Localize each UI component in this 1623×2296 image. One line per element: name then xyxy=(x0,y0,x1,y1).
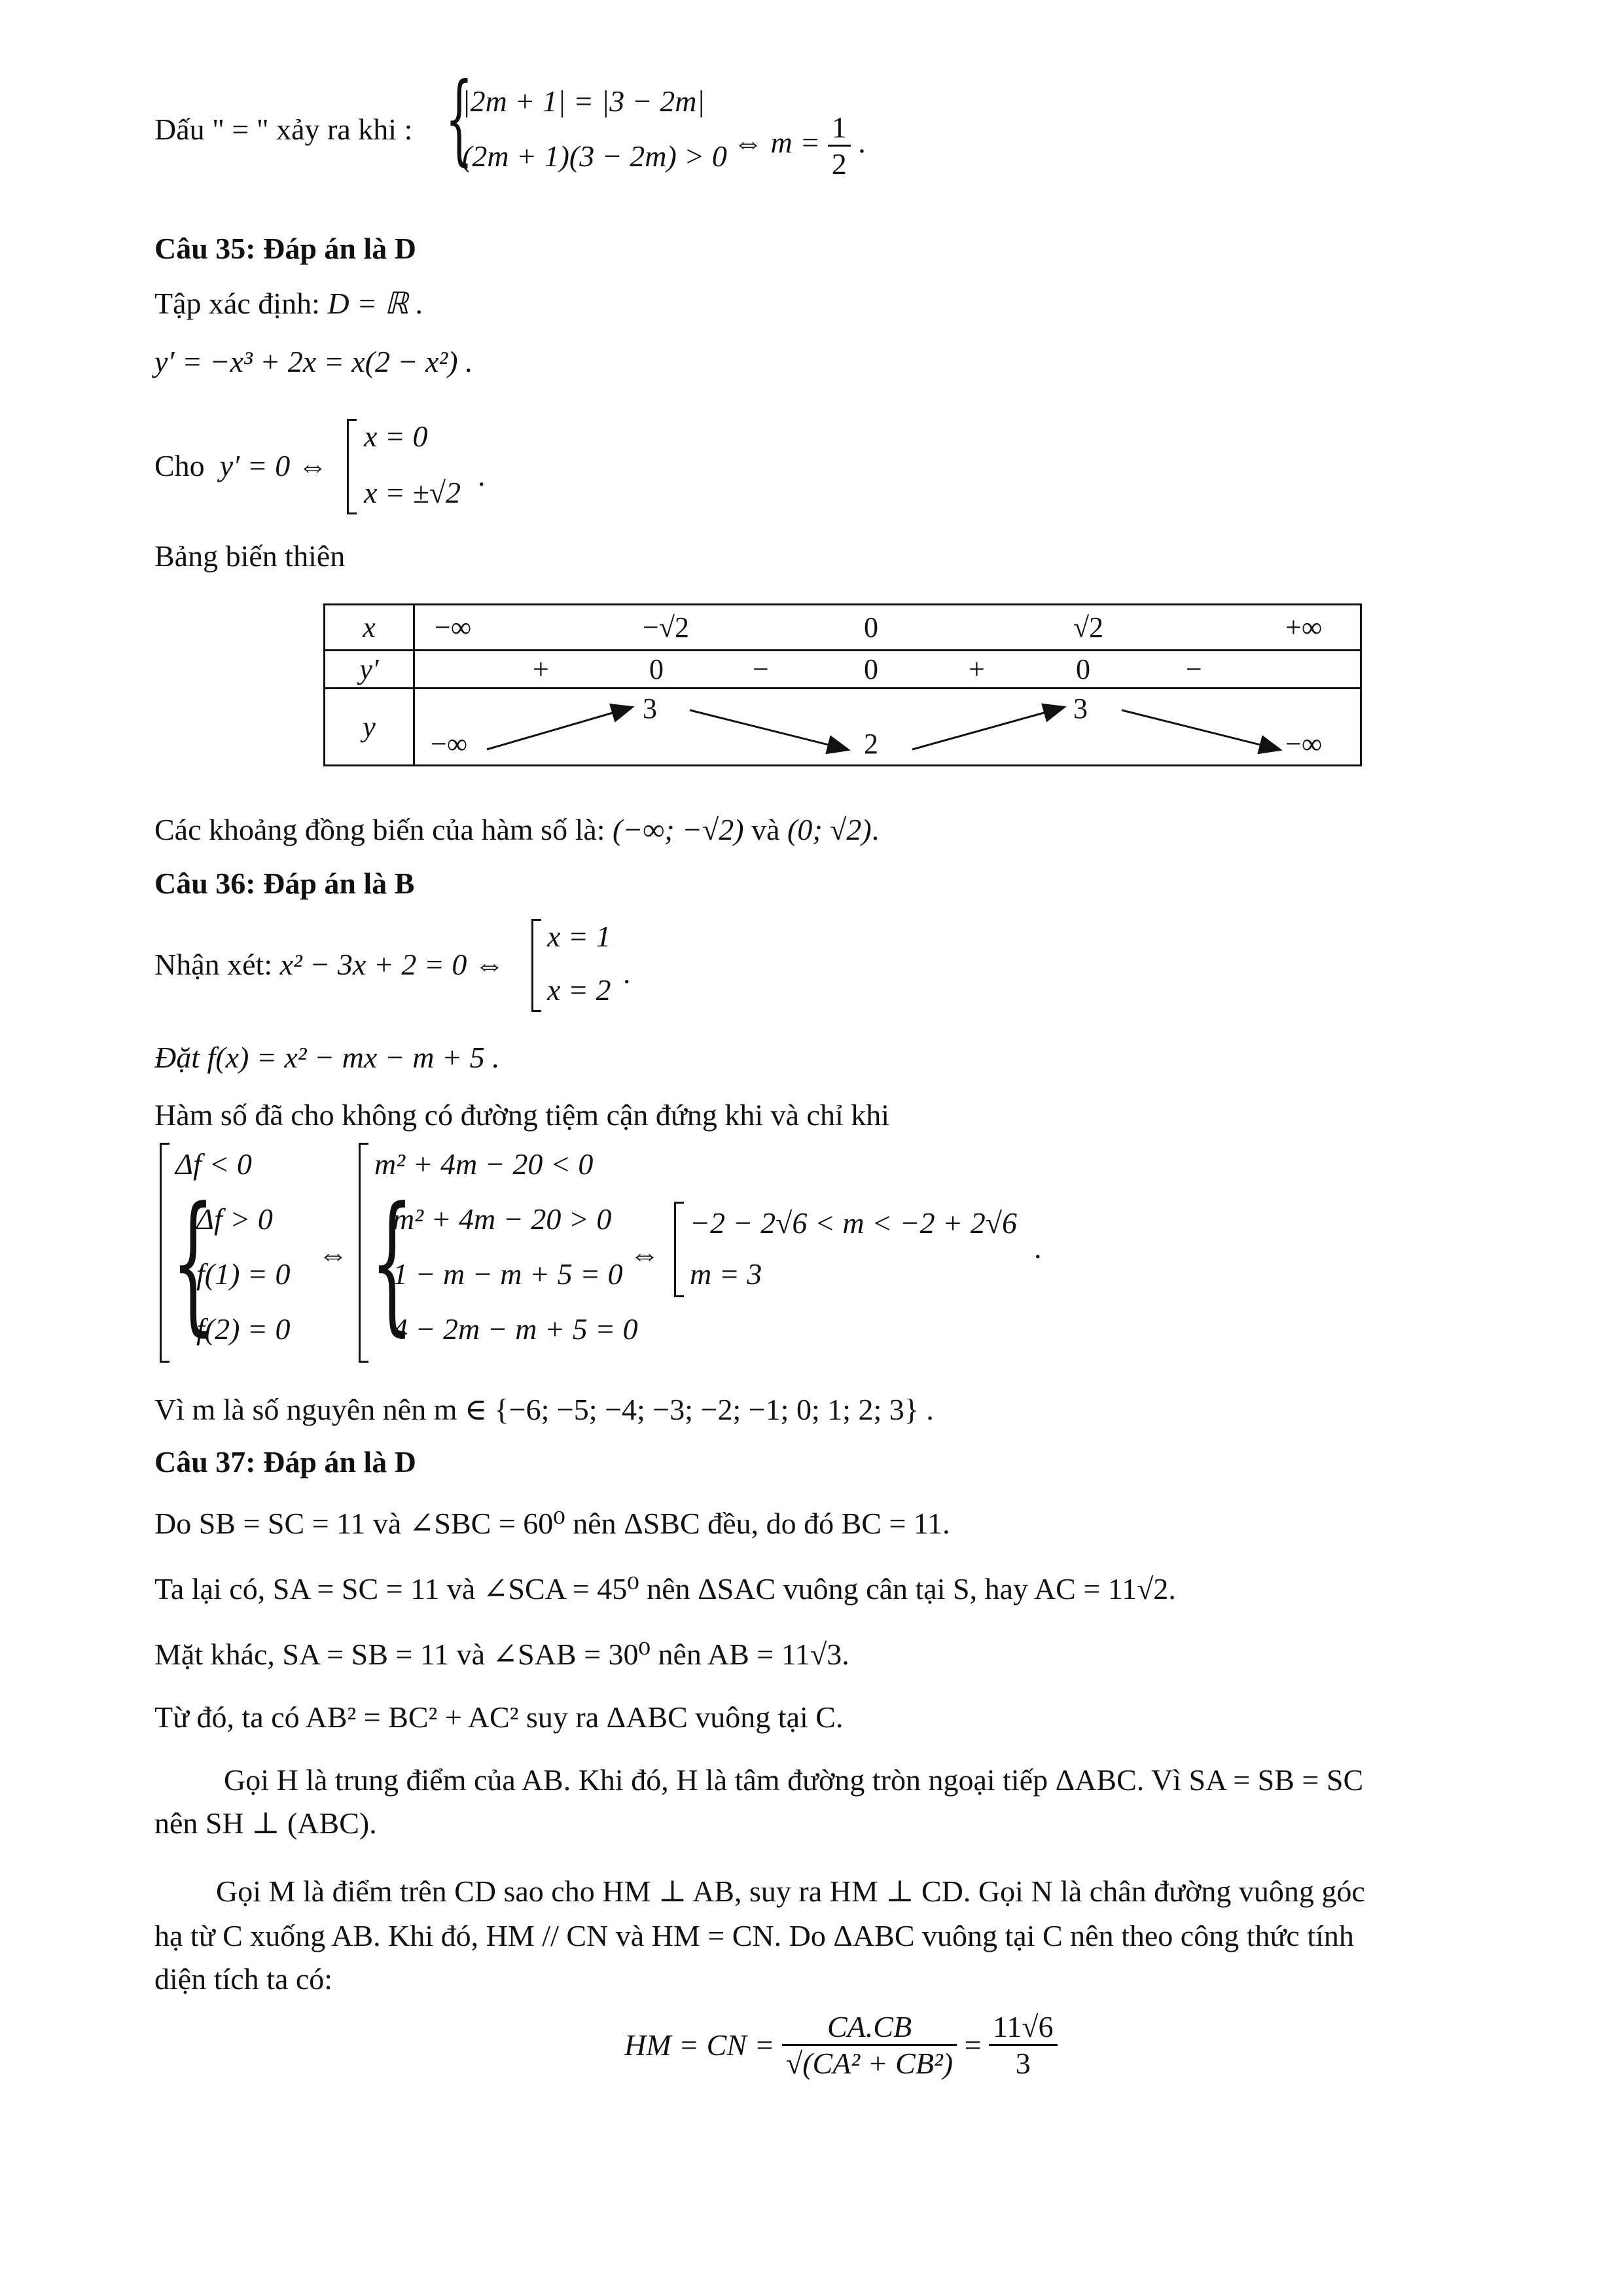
increase-arrow xyxy=(912,708,1063,749)
decrease-arrow xyxy=(690,710,847,749)
q37-p6c: diện tích ta có: xyxy=(154,1962,333,1996)
q37-p2: Ta lại có, SA = SC = 11 và ∠SCA = 45⁰ nên ΔSAC vuông cân tại S, hay AC = 11√2. xyxy=(154,1572,1176,1605)
x-val: +∞ xyxy=(1285,611,1323,643)
q36-root2: x = 2 xyxy=(547,973,611,1007)
q35-heading: Câu 35: Đáp án là D xyxy=(154,232,417,265)
increase-arrow xyxy=(487,708,631,749)
y-val: −∞ xyxy=(431,728,468,760)
q35-root2: x = ±√2 xyxy=(364,476,461,509)
condition-eq2: (2m + 1)(3 − 2m) > 0 xyxy=(462,139,727,173)
table-header-yprime: y′ xyxy=(325,651,414,689)
x-val: √2 xyxy=(1073,611,1104,643)
q37-p6a: Gọi M là điểm trên CD sao cho HM ⊥ AB, suy ra HM ⊥ CD. Gọi N là chân đường vuông góc xyxy=(216,1874,1365,1908)
q37-p5a: Gọi H là trung điểm của AB. Khi đó, H là tâm đường tròn ngoại tiếp ΔABC. Vì SA = SB = SC xyxy=(224,1763,1364,1797)
y-val: 2 xyxy=(864,728,878,760)
y-val: −∞ xyxy=(1285,728,1323,760)
system-brace: { xyxy=(445,62,473,176)
condition-result: ⇔ m = $\frac{1}{2}$ . xyxy=(733,111,866,181)
q35-table-label: Bảng biến thiên xyxy=(154,539,346,573)
q36-heading: Câu 36: Đáp án là B xyxy=(154,867,415,900)
q35-bracket xyxy=(347,419,357,514)
q35-derivative: y′ = −x³ + 2x = x(2 − x²) . xyxy=(154,345,473,378)
q36-bracket xyxy=(531,919,541,1012)
q37-p6b: hạ từ C xuống AB. Khi đó, HM // CN và HM = CN. Do ΔABC vuông tại C nên theo công thức tính xyxy=(154,1919,1354,1952)
sign: + xyxy=(969,653,985,685)
variation-table xyxy=(323,603,1362,766)
x-val: −∞ xyxy=(435,611,472,643)
condition-eq1: |2m + 1| = |3 − 2m| xyxy=(462,84,705,118)
equality-condition: Dấu " = " xảy ra khi : xyxy=(154,113,413,146)
q36-root1: x = 1 xyxy=(547,920,611,953)
q37-p1: Do SB = SC = 11 và ∠SBC = 60⁰ nên ΔSBC đều, do đó BC = 11. xyxy=(154,1507,950,1540)
q37-p3: Mặt khác, SA = SB = 11 và ∠SAB = 30⁰ nên AB = 11√3. xyxy=(154,1638,849,1671)
sign: 0 xyxy=(649,653,664,685)
table-arrows xyxy=(415,689,1360,766)
q35-critical: Cho y′ = 0 ⇔ xyxy=(154,449,328,482)
sign: + xyxy=(533,653,549,685)
sign: 0 xyxy=(1076,653,1090,685)
table-header-x: x xyxy=(325,605,414,651)
q36-define-f: Đặt f(x) = x² − mx − m + 5 . xyxy=(154,1041,500,1074)
q37-heading: Câu 37: Đáp án là D xyxy=(154,1445,417,1479)
y-val: 3 xyxy=(1073,692,1088,725)
decrease-arrow xyxy=(1122,710,1279,749)
sign: − xyxy=(1186,653,1202,685)
q36-answer-set: Vì m là số nguyên nên m ∈ {−6; −5; −4; −3; −2; −1; 0; 1; 2; 3} . xyxy=(154,1393,934,1426)
q35-domain: Tập xác định: D = ℝ . xyxy=(154,287,424,320)
table-header-y: y xyxy=(325,689,414,766)
q35-conclusion: Các khoảng đồng biến của hàm số là: (−∞; −√2) và (0; √2). xyxy=(154,813,880,846)
y-val: 3 xyxy=(643,692,657,725)
sign: 0 xyxy=(864,653,878,685)
x-val: 0 xyxy=(864,611,878,643)
q37-p4: Từ đó, ta có AB² = BC² + AC² suy ra ΔABC vuông tại C. xyxy=(154,1700,844,1734)
q35-root1: x = 0 xyxy=(364,420,428,453)
sign: − xyxy=(753,653,769,685)
q37-p5b: nên SH ⊥ (ABC). xyxy=(154,1806,377,1840)
x-val: −√2 xyxy=(643,611,689,643)
q36-condition: Hàm số đã cho không có đường tiệm cận đứng khi và chỉ khi xyxy=(154,1098,890,1132)
q37-final-formula: HM = CN = $\frac{CA.CB}{\text{√(CA² + CB²)}}$ = $\frac{11√6}{3}$ xyxy=(624,2009,1058,2081)
q36-remark: Nhận xét: x² − 3x + 2 = 0 ⇔ xyxy=(154,948,505,981)
